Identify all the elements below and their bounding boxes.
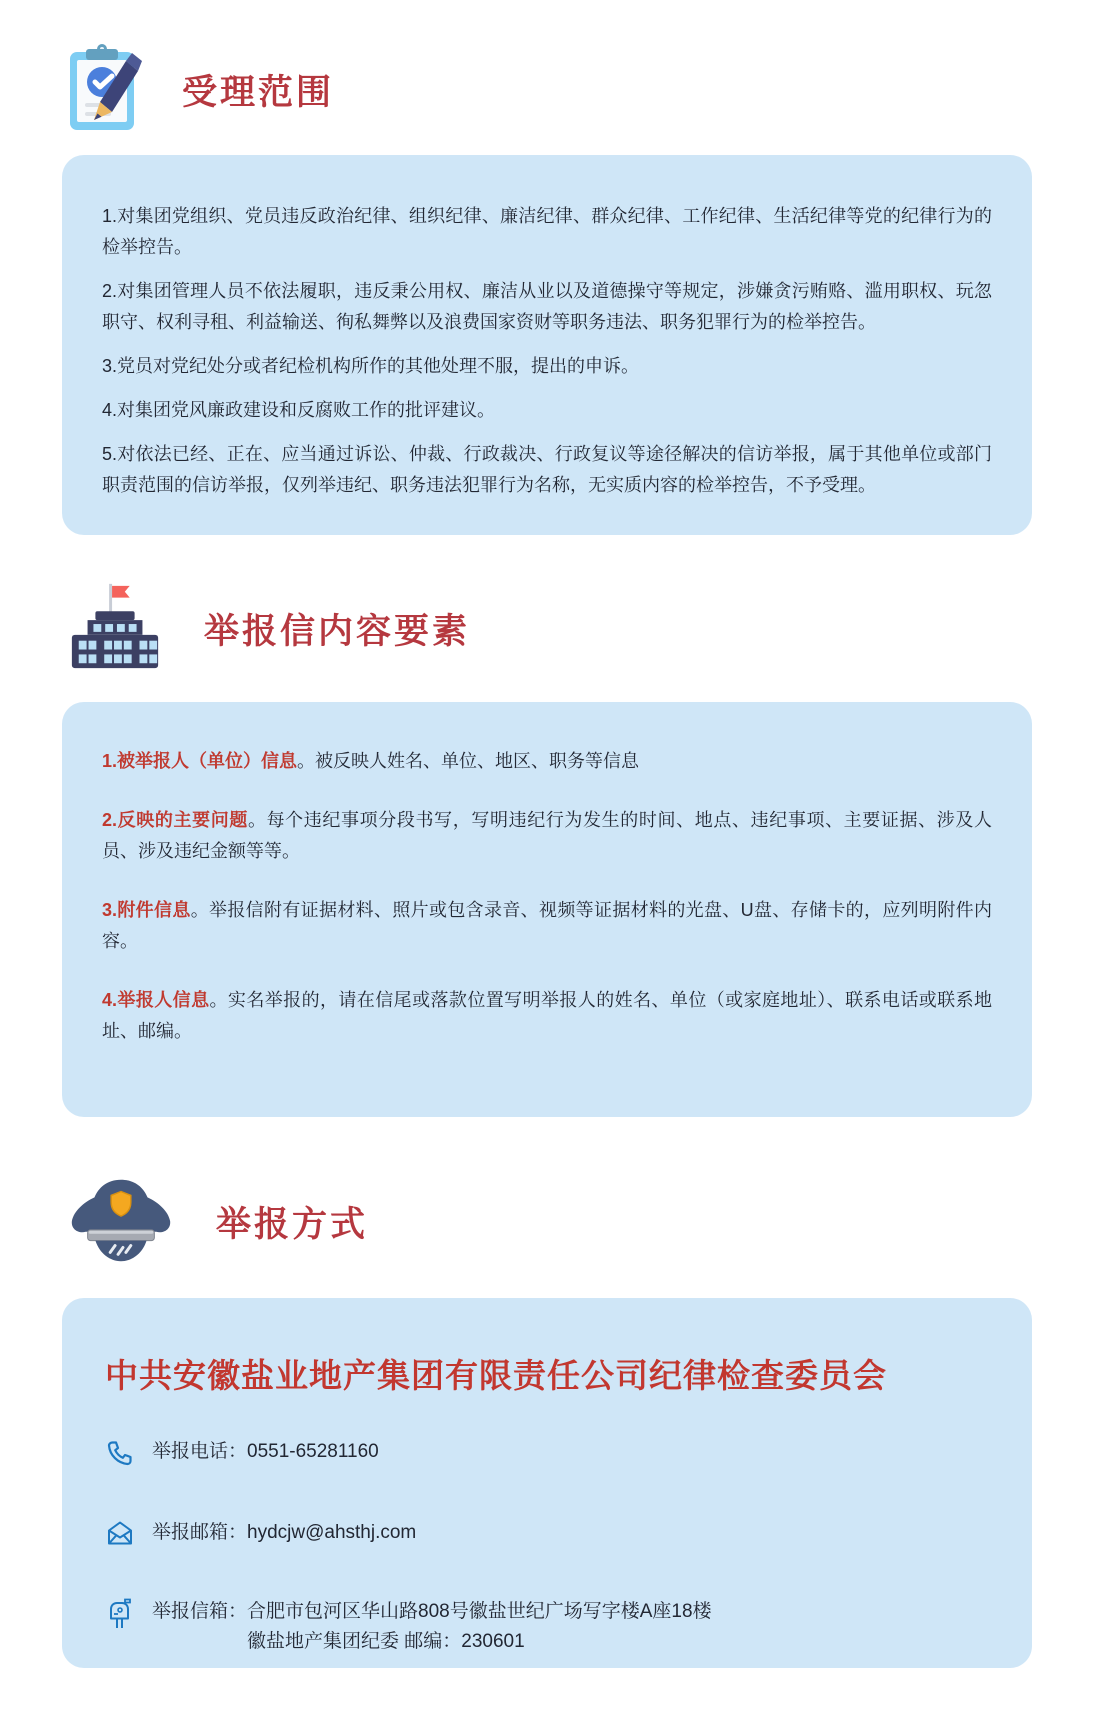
scope-paragraph: 5.对依法已经、正在、应当通过诉讼、仲裁、行政裁决、行政复议等途径解决的信访举报，属于其他单位或部门职责范围的信访举报，仅列举违纪、职务违法犯罪行为名称，无实质内容的检举控告，不予受理。 [102, 444, 992, 495]
report-methods-box [62, 1298, 1032, 1668]
contact-mail-value: 合肥市包河区华山路808号徽盐世纪广场写字楼A座18楼 [247, 1601, 712, 1622]
letter-elements-box [62, 702, 1032, 1117]
contact-mail-line2: 徽盐地产集团纪委 邮编：230601 [247, 1631, 525, 1652]
contact-phone-label: 举报电话： [152, 1441, 248, 1462]
item-body: 。实名举报的，请在信尾或落款位置写明举报人的姓名、单位（或家庭地址）、联系电话或联系地址、邮编。 [102, 990, 992, 1041]
clipboard-check-icon [66, 40, 142, 139]
item-lead: 2.反映的主要问题 [102, 810, 248, 830]
scope-box [62, 155, 1032, 535]
contact-email-value: hydcjw@ahsthj.com [247, 1522, 417, 1543]
scope-paragraph: 2.对集团管理人员不依法履职，违反秉公用权、廉洁从业以及道德操守等规定，涉嫌贪污贿赂、滥用职权、玩忽职守、权利寻租、利益输送、徇私舞弊以及浪费国家资财等职务违法、职务犯罪行为的检举控告。 [102, 281, 992, 332]
contact-mail-label: 举报信箱： [152, 1601, 248, 1622]
mailbox-icon [105, 1597, 135, 1640]
scope-paragraph: 3.党员对党纪处分或者纪检机构所作的其他处理不服，提出的申诉。 [102, 356, 640, 376]
contact-phone-text [152, 1437, 379, 1467]
contact-mail-line1 [152, 1601, 712, 1622]
contact-row-mail-address [105, 1597, 987, 1657]
item-body: 。每个违纪事项分段书写，写明违纪行为发生的时间、地点、违纪事项、主要证据、涉及人员、涉及违纪金额等等。 [102, 810, 992, 861]
contact-row-phone [105, 1437, 987, 1478]
contact-email-label: 举报邮箱： [152, 1522, 248, 1543]
section-header-report-methods [66, 1175, 1100, 1268]
item-lead: 4.举报人信息 [102, 990, 210, 1010]
item-lead: 3.附件信息 [102, 900, 191, 920]
scope-paragraph: 1.对集团党组织、党员违反政治纪律、组织纪律、廉洁纪律、群众纪律、工作纪律、生活纪律等党的纪律行为的检举控告。 [102, 206, 992, 257]
letter-element-item [102, 746, 992, 777]
envelope-icon [105, 1518, 135, 1557]
committee-name: 中共安徽盐业地产集团有限责任公司纪律检查委员会 [105, 1357, 887, 1394]
item-lead: 1.被举报人（单位）信息 [102, 751, 298, 771]
letter-element-item [102, 805, 992, 867]
item-body: 。举报信附有证据材料、照片或包含录音、视频等证据材料的光盘、U盘、存储卡的，应列明附件内容。 [102, 900, 993, 951]
contact-mail-text [152, 1597, 712, 1657]
building-flag-icon [66, 581, 164, 676]
police-cap-icon [66, 1175, 176, 1268]
scope-paragraph: 4.对集团党风廉政建设和反腐败工作的批评建议。 [102, 400, 496, 420]
section-title-scope: 受理范围 [182, 72, 335, 112]
contact-email-text [152, 1518, 416, 1548]
contact-row-email [105, 1518, 987, 1557]
item-body: 。被反映人姓名、单位、地区、职务等信息 [297, 751, 640, 771]
section-title-report-methods: 举报方式 [216, 1204, 369, 1244]
section-header-scope [66, 40, 1100, 139]
phone-icon [105, 1437, 135, 1478]
section-title-letter-elements: 举报信内容要素 [204, 611, 471, 651]
letter-element-item [102, 895, 992, 957]
contact-phone-value: 0551-65281160 [247, 1441, 379, 1462]
section-header-letter-elements [66, 581, 1100, 676]
letter-element-item [102, 985, 992, 1047]
